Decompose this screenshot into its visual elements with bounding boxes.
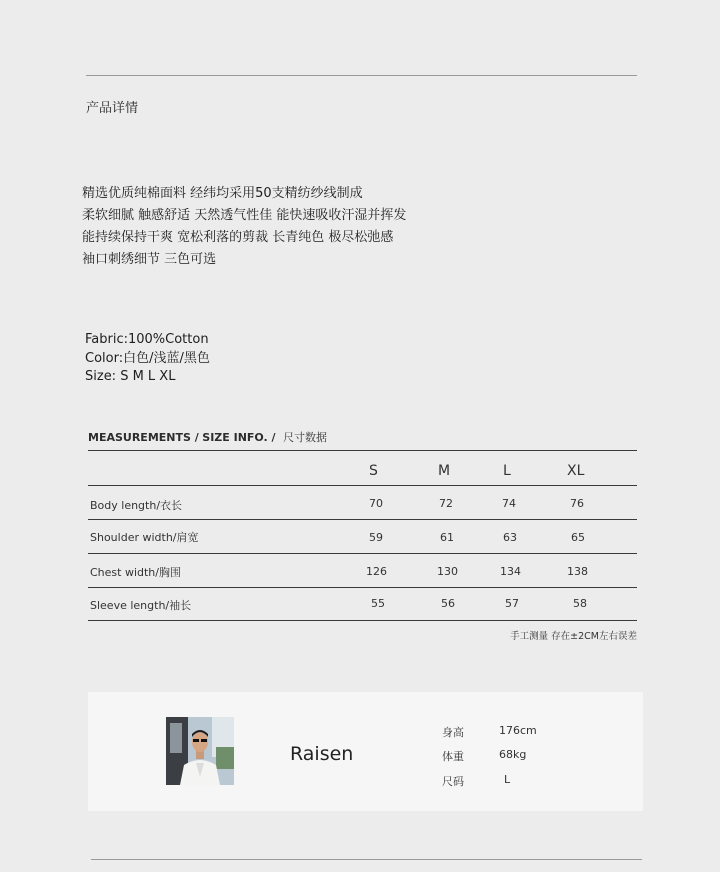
model-weight-label: 体重 — [442, 750, 464, 763]
table-cell: 138 — [567, 565, 588, 578]
table-rule — [88, 553, 637, 554]
table-cell: 57 — [505, 597, 519, 610]
table-cell: 126 — [366, 565, 387, 578]
table-cell: 56 — [441, 597, 455, 610]
spec-color: Color:白色/浅蓝/黑色 — [85, 350, 210, 366]
model-photo-image — [166, 717, 234, 785]
size-info-title-en: SIZE INFO. / — [202, 431, 276, 444]
description-line: 能持续保持干爽 宽松利落的剪裁 长青纯色 极尽松弛感 — [82, 230, 394, 245]
size-header-xl: XL — [567, 463, 585, 479]
table-cell: 72 — [439, 497, 453, 510]
table-cell: 134 — [500, 565, 521, 578]
size-header-s: S — [369, 463, 378, 479]
model-size-label: 尺码 — [442, 775, 464, 788]
model-photo — [166, 717, 234, 785]
table-cell: 61 — [440, 531, 454, 544]
product-specs — [85, 331, 210, 387]
table-cell: 70 — [369, 497, 383, 510]
model-card — [88, 692, 643, 811]
size-header-l: L — [503, 463, 511, 479]
model-size-value: L — [504, 773, 511, 786]
size-header-m: M — [438, 463, 451, 479]
measurements-title-cn: 尺寸数据 — [283, 431, 328, 444]
row-label-chest-width: Chest width/胸围 — [90, 566, 181, 579]
measurement-note: 手工测量 存在±2CM左右误差 — [510, 631, 637, 642]
table-cell: 63 — [503, 531, 517, 544]
model-height-label: 身高 — [442, 726, 464, 739]
table-cell: 59 — [369, 531, 383, 544]
table-rule — [88, 587, 637, 588]
table-cell: 58 — [573, 597, 587, 610]
table-rule — [88, 485, 637, 486]
bottom-divider — [91, 859, 642, 860]
table-rule — [88, 450, 637, 451]
row-label-body-length: Body length/衣长 — [90, 499, 183, 512]
row-label-sleeve-length: Sleeve length/袖长 — [90, 599, 192, 612]
table-rule — [88, 519, 637, 520]
section-title: 产品详情 — [86, 101, 139, 116]
table-rule — [88, 620, 637, 621]
description-line: 精选优质纯棉面料 经纬均采用50支精纺纱线制成 — [82, 186, 363, 201]
description-line: 袖口刺绣细节 三色可选 — [82, 252, 217, 267]
description-line: 柔软细腻 触感舒适 天然透气性佳 能快速吸收汗湿并挥发 — [82, 208, 407, 223]
top-divider — [86, 75, 637, 76]
row-label-shoulder-width: Shoulder width/肩宽 — [90, 531, 199, 544]
table-cell: 74 — [502, 497, 516, 510]
table-cell: 55 — [371, 597, 385, 610]
measurements-title — [88, 429, 327, 445]
model-weight-value: 68kg — [499, 748, 527, 761]
table-cell: 76 — [570, 497, 584, 510]
spec-size: Size: S M L XL — [85, 369, 176, 384]
model-name: Raisen — [290, 743, 354, 765]
model-height-value: 176cm — [499, 724, 537, 737]
spec-fabric: Fabric:100%Cotton — [85, 332, 209, 347]
measurements-title-en: MEASUREMENTS / — [88, 431, 199, 444]
product-description — [82, 183, 406, 271]
table-cell: 130 — [437, 565, 458, 578]
table-cell: 65 — [571, 531, 585, 544]
